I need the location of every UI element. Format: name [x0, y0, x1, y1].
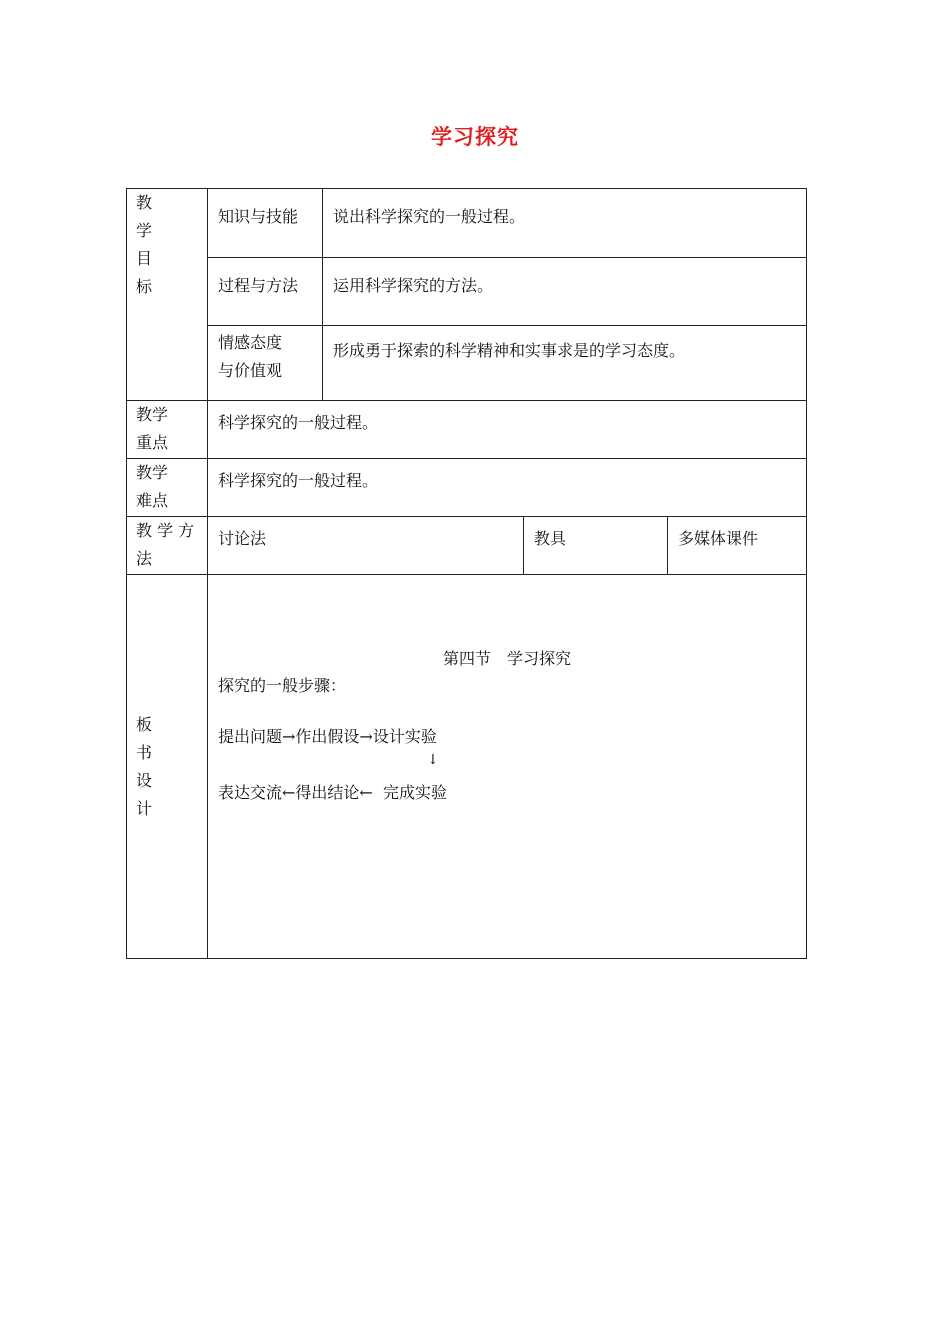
board-design-label [127, 575, 208, 959]
objective-category-process: 过程与方法 [208, 258, 323, 326]
difficult-point-label-line: 教学 [136, 463, 169, 482]
method-label-line: 法 [136, 549, 153, 568]
objectives-label-char: 教 [136, 193, 153, 212]
objectives-label-char: 目 [136, 249, 153, 268]
lesson-plan-table [126, 188, 807, 959]
method-content: 讨论法 [208, 517, 524, 575]
board-design-label-char: 设 [136, 770, 153, 790]
difficult-point-label [127, 459, 208, 517]
board-design-label-char: 计 [136, 798, 153, 818]
method-label [127, 517, 208, 575]
objective-content-attitude: 形成勇于探索的科学精神和实事求是的学习态度。 [323, 326, 807, 401]
board-steps-intro: 探究的一般步骤： [218, 676, 347, 695]
key-point-label [127, 401, 208, 459]
tools-value: 多媒体课件 [668, 517, 807, 575]
objectives-row-knowledge [127, 189, 807, 258]
key-point-row [127, 401, 807, 459]
board-flow-line-2: 表达交流←得出结论← 完成实验 [218, 783, 447, 802]
method-label-line: 教 学 方 [136, 521, 195, 540]
difficult-point-label-line: 难点 [136, 491, 169, 510]
board-heading: 第四节 学习探究 [442, 649, 571, 668]
objectives-label-char: 学 [136, 221, 153, 240]
key-point-content: 科学探究的一般过程。 [208, 401, 807, 459]
objective-category-attitude-line: 与价值观 [218, 361, 283, 380]
objective-content-process: 运用科学探究的方法。 [323, 258, 807, 326]
board-design-area [208, 575, 806, 957]
objectives-label-char: 标 [136, 277, 153, 296]
objectives-label [127, 189, 208, 401]
objective-content-knowledge: 说出科学探究的一般过程。 [323, 189, 807, 258]
document-title: 学习探究 [431, 125, 519, 149]
method-row [127, 517, 807, 575]
board-design-content [208, 575, 807, 959]
objective-category-attitude [208, 326, 323, 401]
board-design-label-char: 书 [136, 742, 153, 762]
objective-category-knowledge: 知识与技能 [208, 189, 323, 258]
tools-label: 教具 [524, 517, 668, 575]
objectives-row-attitude [127, 326, 807, 401]
difficult-point-content: 科学探究的一般过程。 [208, 459, 807, 517]
down-arrow-icon: ↓ [427, 752, 439, 768]
board-design-label-char: 板 [136, 714, 153, 734]
key-point-label-line: 重点 [136, 433, 169, 452]
key-point-label-line: 教学 [136, 405, 169, 424]
objectives-row-process [127, 258, 807, 326]
objective-category-attitude-line: 情感态度 [218, 333, 283, 352]
board-flow-line-1: 提出问题→作出假设→设计实验 [218, 727, 437, 746]
difficult-point-row [127, 459, 807, 517]
board-design-row [127, 575, 807, 959]
